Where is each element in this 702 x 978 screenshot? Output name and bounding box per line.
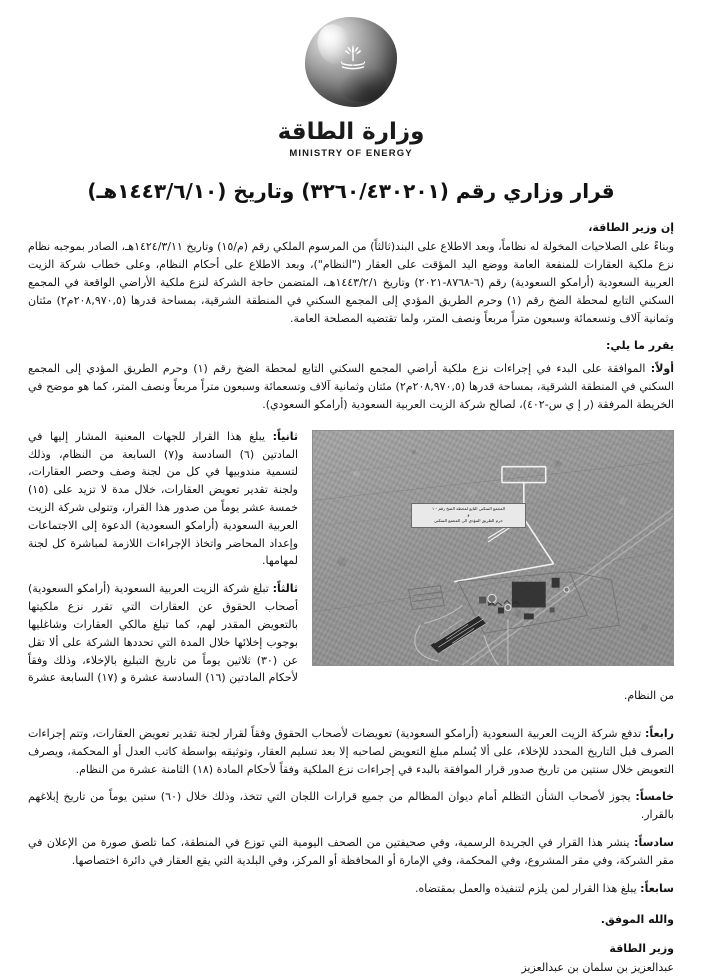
clause-second-label: ثانياً: xyxy=(272,429,298,443)
preamble-lead: إن وزير الطاقة، xyxy=(588,221,674,235)
ministry-orb-logo-icon xyxy=(305,17,397,107)
map-callout-line-2: و xyxy=(467,512,470,518)
clause-first-label: أولاً: xyxy=(650,362,674,376)
clause-seventh xyxy=(28,880,674,898)
ministry-name-arabic: وزارة الطاقة xyxy=(277,119,425,145)
clause-seventh-text: يبلغ هذا القرار لمن يلزم لتنفيذه والعمل بمقتضاه. xyxy=(415,881,641,895)
clause-fifth xyxy=(28,788,674,824)
signatory-role: وزير الطاقة xyxy=(609,942,674,956)
document-header xyxy=(0,0,702,159)
clause-sixth xyxy=(28,834,674,870)
decree-title: قرار وزاري رقم (٣٢٦٠/٤٣٠٢٠١) وتاريخ (١٤٤٣/٦/١٠هـ) xyxy=(87,179,615,204)
clause-first-text: الموافقة على البدء في إجراءات نزع ملكية أراضي المجمع السكني التابع لمحطة الضخ رقم (١) وحرم الطريق المؤدي إلى المجمع السكني في المنطقة الشرقية، بمساحة قدرها (٢٠٨,٩٧٠,٥م٢) مئتان وثمانية آلاف وتسعمائة وسبعون متراً مربعاً ونصف المتر، كما هو موضح في الخريطة المرفقة (ر إ ي س-٤٠٢)، لصالح شركة الزيت العربية السعودية (أرامكو السعودي). xyxy=(28,362,674,411)
map-callout-label xyxy=(411,503,526,528)
signature-block xyxy=(28,940,674,977)
clause-third-text: تبلغ شركة الزيت العربية السعودية (أرامكو السعودية) أصحاب الحقوق عن العقارات التي تقرر نزع ملكيتها بالتعويض المقدر لهم، كما تبلغ مالكي العقارات وشاغليها بوجوب إخلائها خلال المدة التي تحددها الشركة على ألا تقل عن (٣٠) ثلاثين يوماً من تاريخ التبليغ بالإخلاء، وذلك وفقاً لأحكام المادتين (١٦) السادسة عشرة و (١٧) السابعة عشرة من النظام. xyxy=(28,582,674,703)
closing-phrase: والله الموفق. xyxy=(600,913,674,927)
satellite-map-figure xyxy=(312,430,674,666)
signatory-name: عبدالعزيز بن سلمان بن عبدالعزيز xyxy=(521,961,674,975)
ministry-name-english: MINISTRY OF ENERGY xyxy=(289,148,413,160)
clause-third-label: ثالثاً: xyxy=(272,582,298,596)
clause-fourth-label: رابعاً: xyxy=(645,726,674,740)
map-and-clauses-block xyxy=(28,428,674,715)
map-callout-line-1: المجمع السكني التابع لمحطة الضخ رقم - ١ xyxy=(432,505,505,511)
document-body xyxy=(0,221,702,978)
map-callout-line-3: حرم الطريق المؤدي الى المجمع السكني xyxy=(434,518,503,524)
clause-fourth xyxy=(28,725,674,778)
clause-seventh-label: سابعاً: xyxy=(640,881,674,895)
clause-second-text: يبلغ هذا القرار للجهات المعنية المشار إليها في المادتين (٦) السادسة و(٧) السابعة من النظام، وذلك لتسمية مندوبيها في كل من لجنة وصف وحصر العقارات، ولجنة تقدير تعويض العقارات، خلال مدة لا تزيد على (١٥) خمسة عشر يوماً من صدور هذا القرار، وتتولى شركة الزيت العربية السعودية (أرامكو السعودية) الدعوة إلى الاجتماعات وإعداد المحاضر واتخاذ الإجراءات اللازمة لمباشرة كل لجنة لمهامها. xyxy=(28,429,299,568)
preamble-text: وبناءً على الصلاحيات المخولة له نظاماً، وبعد الاطلاع على البند(ثالثاً) من المرسوم الملكي رقم (م/١٥) وتاريخ ١٤٢٤/٣/١١هـ، الصادر بموجبه نظام نزع ملكية العقارات للمنفعة العامة ووضع اليد المؤقت على العقار ("النظام")، وبعد الاطلاع على أحكام النظام، وعلى خطاب شركة الزيت العربية السعودية (أرامكو السعودية) رقم (٦-٨٧٦٨-٢٠٢١) وتاريخ ١٤٤٣/٢/١هـ، المتضمن حاجة الشركة لنزع ملكية الأراضي الواقعة في المجمع السكني التابع لمحطة الضخ رقم (١) وحرم الطريق المؤدي إلى المجمع السكني في المنطقة الشرقية، بمساحة قدرها (٢٠٨,٩٧٠,٥م٢) مئتان وثمانية آلاف وتسعمائة وسبعون متراً مربعاً ونصف المتر، ولما تقتضيه المصلحة العامة. xyxy=(28,240,675,325)
decides-label: يقرر ما يلي: xyxy=(606,339,674,353)
clause-fifth-label: خامساً: xyxy=(635,790,675,804)
clause-sixth-label: سادساً: xyxy=(634,836,674,850)
clause-fifth-text: يجوز لأصحاب الشأن التظلم أمام ديوان المظالم من جميع قرارات اللجان التي تتخذ، وذلك خلال (٦٠) ستين يوماً من تاريخ إبلاغهم بالقرار. xyxy=(28,790,674,822)
clauses-full-width xyxy=(28,725,674,898)
saudi-emblem-palm-swords-icon xyxy=(340,43,366,73)
map-overlay-vectors xyxy=(313,431,673,665)
clause-fourth-text: تدفع شركة الزيت العربية السعودية (أرامكو السعودية) تعويضات لأصحاب الحقوق وفقاً لقرار لجنة تقدير تعويض العقارات، وتتم إجراءات الصرف قبل التاريخ المحدد للإخلاء، على ألا يُسلم مبلغ التعويض لصاحبه إلا بعد تسليم العقار، وتوثيقه بواسطة كاتب العدل أو المحكمة، ويصرف التعويض خلال سنتين من تاريخ صدور قرار الموافقة بالبدء في إجراءات نزع الملكية وفقاً لأحكام المادة (١٨) الثامنة عشرة من النظام. xyxy=(28,726,674,776)
clause-sixth-text: ينشر هذا القرار في الجريدة الرسمية، وفي صحيفتين من الصحف اليومية التي توزع في المنطقة، كما تلصق صورة من الإعلان في مقر الشركة، وفي مقر المشروع، وفي المحكمة، وفي الإمارة أو المحافظة أو المركز، وفي البلدية التي يقع العقار في دائرة اختصاصها. xyxy=(28,836,674,867)
clause-first xyxy=(28,360,674,413)
ministry-logo xyxy=(295,14,407,110)
